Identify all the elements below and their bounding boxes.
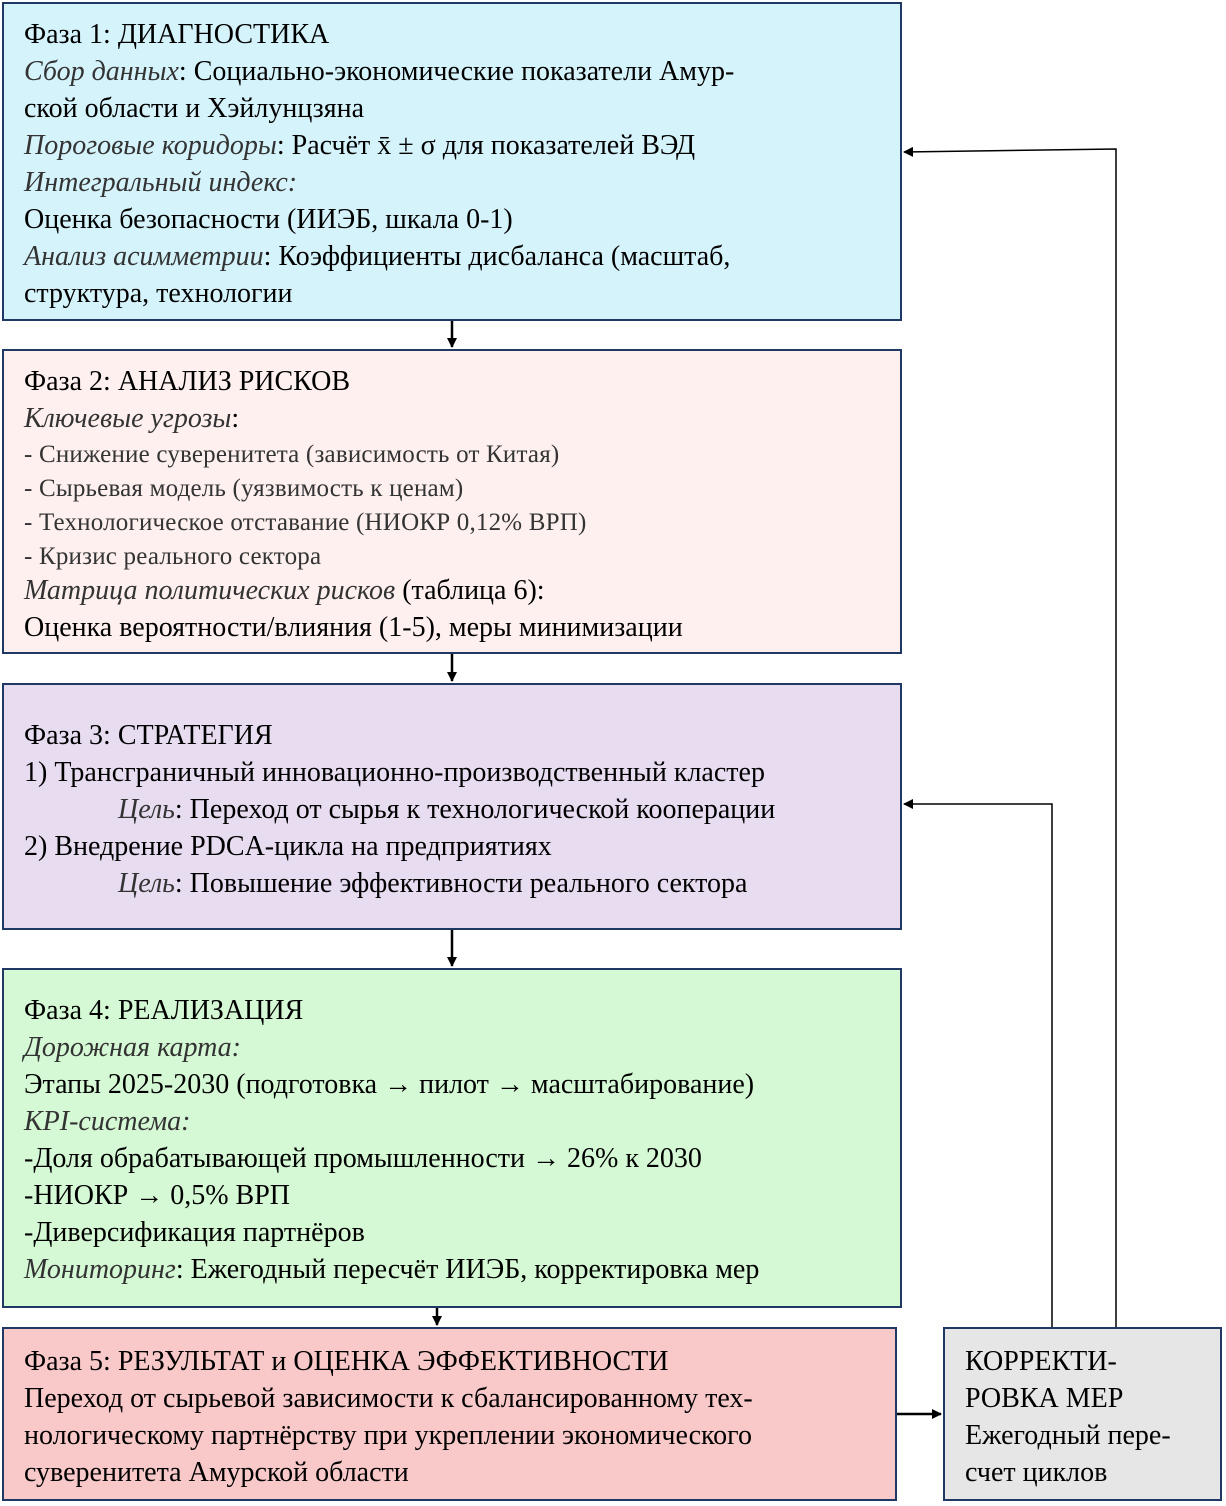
phase2-threat-item: - Технологическое отставание (НИОКР 0,12% ВРП) [24, 509, 587, 536]
phase3-goal-label: Цель [118, 868, 175, 899]
phase2-matrix-label: Матрица политических рисков [24, 575, 396, 606]
phase3-item1-goal: : Переход от сырья к технологической кооперации [174, 794, 776, 825]
phase3-item2-goal: : Повышение эффективности реального сектора [174, 868, 748, 899]
correction-line: РОВКА МЕР [965, 1383, 1124, 1414]
phase5-line: суверенитета Амурской области [24, 1457, 409, 1488]
phase1-index-label: Интегральный индекс: [24, 167, 298, 198]
phase2-matrix-desc: Оценка вероятности/влияния (1-5), меры минимизации [24, 612, 683, 643]
phase2-threat-item: - Сырьевая модель (уязвимость к ценам) [24, 475, 464, 502]
phase1-title: Фаза 1: ДИАГНОСТИКА [24, 19, 330, 50]
phase2-matrix-text: (таблица 6): [395, 575, 545, 606]
phase4-roadmap-label: Дорожная карта: [24, 1032, 241, 1063]
phase2-title: Фаза 2: АНАЛИЗ РИСКОВ [24, 366, 351, 397]
phase2-threats-line: Ключевые угрозы: [24, 403, 240, 434]
phase1-corridor-text: : Расчёт x̄ ± σ для показателей ВЭД [276, 130, 696, 161]
phase3-goal-label: Цель [118, 794, 175, 825]
correction-line: Ежегодный пере- [965, 1420, 1171, 1451]
phase4-monitor-label: Мониторинг [24, 1254, 176, 1285]
phase4-title: Фаза 4: РЕАЛИЗАЦИЯ [24, 995, 304, 1026]
phase2-threats-label: Ключевые угрозы [24, 403, 232, 434]
phase1-data-line2: ской области и Хэйлунцзяна [24, 93, 365, 124]
phase1-data-label: Сбор данных [24, 56, 179, 87]
phase4-kpi-item: -Диверсификация партнёров [24, 1217, 365, 1248]
phase4-kpi-item: -Доля обрабатывающей промышленности → 26% к 2030 [24, 1143, 702, 1174]
phase5-line: Переход от сырьевой зависимости к сбалансированному тех- [24, 1383, 753, 1414]
correction-line: КОРРЕКТИ- [965, 1346, 1117, 1377]
phase1-asym-label: Анализ асимметрии [24, 241, 264, 272]
phase3-item2: 2) Внедрение PDCA-цикла на предприятиях [24, 831, 552, 862]
phase1-asym-text: : Коэффициенты дисбаланса (масштаб, [263, 241, 731, 272]
phase1-data-text: : Социально-экономические показатели Амур- [178, 56, 735, 87]
phase3-title: Фаза 3: СТРАТЕГИЯ [24, 720, 273, 751]
phase1-corridor-label: Пороговые коридоры [24, 130, 277, 161]
phase5-line: нологическому партнёрству при укреплении экономического [24, 1420, 752, 1451]
phase2-threat-item: - Кризис реального сектора [24, 543, 322, 570]
phase4-kpi-item: -НИОКР → 0,5% ВРП [24, 1180, 291, 1211]
feedback-arrow-to-phase1 [904, 149, 1116, 1327]
correction-line: счет циклов [965, 1457, 1108, 1488]
phase1-asym-line2: структура, технологии [24, 278, 293, 309]
phase2-threat-item: - Снижение суверенитета (зависимость от Китая) [24, 441, 560, 468]
phase4-monitor-text: : Ежегодный пересчёт ИИЭБ, корректировка мер [175, 1254, 760, 1285]
feedback-arrow-to-phase3 [904, 804, 1052, 1327]
phase5-title: Фаза 5: РЕЗУЛЬТАТ и ОЦЕНКА ЭФФЕКТИВНОСТИ [24, 1346, 669, 1377]
phase3-item1: 1) Трансграничный инновационно-производственный кластер [24, 757, 765, 788]
phase1-index-text: Оценка безопасности (ИИЭБ, шкала 0-1) [24, 204, 513, 235]
phase4-roadmap-text: Этапы 2025-2030 (подготовка → пилот → масштабирование) [24, 1069, 755, 1100]
phase4-kpi-label: KPI-система: [24, 1106, 191, 1137]
